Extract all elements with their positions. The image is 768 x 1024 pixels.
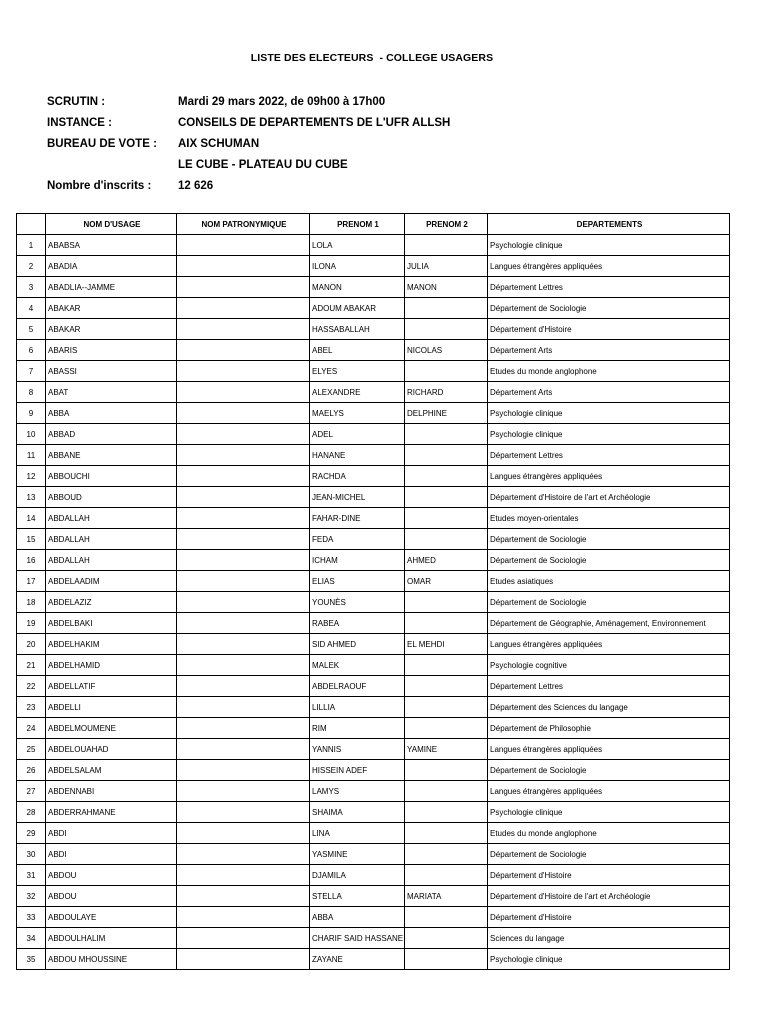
- nom-usage-cell: ABASSI: [46, 361, 177, 382]
- meta-row-location: [47, 154, 450, 175]
- nom-patronymique-cell: [177, 361, 310, 382]
- departement-cell: Psychologie clinique: [488, 403, 730, 424]
- departement-cell: Etudes du monde anglophone: [488, 823, 730, 844]
- row-number: 18: [17, 592, 46, 613]
- departement-cell: Département de Sociologie: [488, 298, 730, 319]
- departement-cell: Langues étrangères appliquées: [488, 781, 730, 802]
- prenom-1-cell: HISSEIN ADEF: [310, 760, 405, 781]
- prenom-1-cell: MAELYS: [310, 403, 405, 424]
- nom-usage-cell: ABAKAR: [46, 298, 177, 319]
- prenom-1-cell: LILLIA: [310, 697, 405, 718]
- row-number: 26: [17, 760, 46, 781]
- meta-label: INSTANCE :: [47, 116, 112, 129]
- prenom-1-cell: MANON: [310, 277, 405, 298]
- row-number: 21: [17, 655, 46, 676]
- prenom-2-cell: YAMINE: [405, 739, 488, 760]
- table-row: [17, 865, 730, 886]
- row-number: 25: [17, 739, 46, 760]
- row-number: 12: [17, 466, 46, 487]
- prenom-2-cell: [405, 697, 488, 718]
- meta-row-inscrits: [47, 175, 450, 196]
- nom-patronymique-cell: [177, 592, 310, 613]
- row-number: 35: [17, 949, 46, 970]
- table-row: [17, 466, 730, 487]
- meta-row-scrutin: [47, 91, 450, 112]
- nom-usage-cell: ABADLIA--JAMME: [46, 277, 177, 298]
- nom-usage-cell: ABDI: [46, 844, 177, 865]
- prenom-1-cell: ZAYANE: [310, 949, 405, 970]
- row-number: 15: [17, 529, 46, 550]
- departement-cell: Sciences du langage: [488, 928, 730, 949]
- row-number: 4: [17, 298, 46, 319]
- departement-cell: Psychologie cognitive: [488, 655, 730, 676]
- departement-cell: Département Lettres: [488, 445, 730, 466]
- departement-cell: Département Arts: [488, 382, 730, 403]
- nom-usage-cell: ABDI: [46, 823, 177, 844]
- nom-usage-cell: ABBANE: [46, 445, 177, 466]
- nom-usage-cell: ABDALLAH: [46, 508, 177, 529]
- row-number: 8: [17, 382, 46, 403]
- nom-patronymique-cell: [177, 487, 310, 508]
- nom-patronymique-cell: [177, 655, 310, 676]
- prenom-1-cell: HASSABALLAH: [310, 319, 405, 340]
- nom-usage-cell: ABDELOUAHAD: [46, 739, 177, 760]
- table-row: [17, 781, 730, 802]
- nom-usage-cell: ABDOULHALIM: [46, 928, 177, 949]
- prenom-1-cell: CHARIF SAID HASSANE: [310, 928, 405, 949]
- meta-row-bureau: [47, 133, 450, 154]
- departement-cell: Département de Géographie, Aménagement, Environnement: [488, 613, 730, 634]
- nom-patronymique-cell: [177, 550, 310, 571]
- nom-usage-cell: ABDENNABI: [46, 781, 177, 802]
- meta-value: AIX SCHUMAN: [178, 137, 260, 150]
- table-row: [17, 529, 730, 550]
- prenom-1-cell: ILONA: [310, 256, 405, 277]
- row-number: 5: [17, 319, 46, 340]
- prenom-2-cell: MANON: [405, 277, 488, 298]
- document-title: LISTE DES ELECTEURS - COLLEGE USAGERS: [250, 52, 494, 64]
- departement-cell: Langues étrangères appliquées: [488, 634, 730, 655]
- prenom-2-cell: [405, 760, 488, 781]
- prenom-1-cell: MALEK: [310, 655, 405, 676]
- departement-cell: Département de Sociologie: [488, 592, 730, 613]
- prenom-2-cell: DELPHINE: [405, 403, 488, 424]
- prenom-1-cell: YOUNÈS: [310, 592, 405, 613]
- prenom-1-cell: ELIAS: [310, 571, 405, 592]
- nom-patronymique-cell: [177, 277, 310, 298]
- nom-usage-cell: ABDALLAH: [46, 529, 177, 550]
- nom-patronymique-cell: [177, 949, 310, 970]
- table-row: [17, 424, 730, 445]
- nom-usage-cell: ABDELHAMID: [46, 655, 177, 676]
- meta-label: SCRUTIN :: [47, 95, 106, 108]
- column-header-prenom-2: PRENOM 2: [405, 214, 488, 235]
- prenom-2-cell: [405, 676, 488, 697]
- table-row: [17, 592, 730, 613]
- prenom-1-cell: ADOUM ABAKAR: [310, 298, 405, 319]
- prenom-2-cell: [405, 361, 488, 382]
- row-number: 1: [17, 235, 46, 256]
- nom-patronymique-cell: [177, 781, 310, 802]
- prenom-2-cell: [405, 529, 488, 550]
- nom-usage-cell: ABDALLAH: [46, 550, 177, 571]
- nom-patronymique-cell: [177, 235, 310, 256]
- departement-cell: Département des Sciences du langage: [488, 697, 730, 718]
- table-row: [17, 718, 730, 739]
- departement-cell: Département Lettres: [488, 676, 730, 697]
- departement-cell: Département Arts: [488, 340, 730, 361]
- table-row: [17, 949, 730, 970]
- column-header-departements: DEPARTEMENTS: [488, 214, 730, 235]
- nom-patronymique-cell: [177, 340, 310, 361]
- prenom-1-cell: SHAIMA: [310, 802, 405, 823]
- departement-cell: Psychologie clinique: [488, 424, 730, 445]
- nom-usage-cell: ABDOULAYE: [46, 907, 177, 928]
- departement-cell: Département d'Histoire: [488, 907, 730, 928]
- nom-patronymique-cell: [177, 739, 310, 760]
- prenom-1-cell: HANANE: [310, 445, 405, 466]
- prenom-2-cell: [405, 466, 488, 487]
- table-row: [17, 340, 730, 361]
- nom-patronymique-cell: [177, 634, 310, 655]
- nom-usage-cell: ABDELBAKI: [46, 613, 177, 634]
- row-number: 27: [17, 781, 46, 802]
- prenom-2-cell: [405, 424, 488, 445]
- table-row: [17, 760, 730, 781]
- prenom-2-cell: [405, 613, 488, 634]
- nom-usage-cell: ABBA: [46, 403, 177, 424]
- nom-patronymique-cell: [177, 508, 310, 529]
- nom-patronymique-cell: [177, 823, 310, 844]
- prenom-1-cell: YANNIS: [310, 739, 405, 760]
- table-row: [17, 613, 730, 634]
- row-number: 23: [17, 697, 46, 718]
- nom-usage-cell: ABAKAR: [46, 319, 177, 340]
- nom-patronymique-cell: [177, 907, 310, 928]
- nom-patronymique-cell: [177, 886, 310, 907]
- meta-label: BUREAU DE VOTE :: [47, 137, 157, 150]
- row-number: 11: [17, 445, 46, 466]
- meta-row-instance: [47, 112, 450, 133]
- nom-patronymique-cell: [177, 865, 310, 886]
- departement-cell: Département Lettres: [488, 277, 730, 298]
- prenom-1-cell: FAHAR-DINE: [310, 508, 405, 529]
- nom-usage-cell: ABABSA: [46, 235, 177, 256]
- prenom-1-cell: JEAN-MICHEL: [310, 487, 405, 508]
- nom-usage-cell: ABBOUD: [46, 487, 177, 508]
- table-row: [17, 739, 730, 760]
- prenom-1-cell: STELLA: [310, 886, 405, 907]
- table-row: [17, 508, 730, 529]
- table-row: [17, 382, 730, 403]
- prenom-1-cell: ICHAM: [310, 550, 405, 571]
- row-number: 6: [17, 340, 46, 361]
- table-row: [17, 886, 730, 907]
- prenom-2-cell: RICHARD: [405, 382, 488, 403]
- departement-cell: Département de Sociologie: [488, 760, 730, 781]
- prenom-1-cell: LINA: [310, 823, 405, 844]
- prenom-2-cell: [405, 592, 488, 613]
- nom-usage-cell: ABDERRAHMANE: [46, 802, 177, 823]
- departement-cell: Département d'Histoire de l'art et Archéologie: [488, 487, 730, 508]
- table-row: [17, 445, 730, 466]
- prenom-2-cell: [405, 907, 488, 928]
- prenom-2-cell: [405, 508, 488, 529]
- row-number: 16: [17, 550, 46, 571]
- nom-patronymique-cell: [177, 403, 310, 424]
- prenom-1-cell: ABDELRAOUF: [310, 676, 405, 697]
- table-row: [17, 361, 730, 382]
- departement-cell: Etudes du monde anglophone: [488, 361, 730, 382]
- row-number: 2: [17, 256, 46, 277]
- row-number: 14: [17, 508, 46, 529]
- prenom-1-cell: ABBA: [310, 907, 405, 928]
- row-number: 32: [17, 886, 46, 907]
- nom-patronymique-cell: [177, 445, 310, 466]
- prenom-2-cell: [405, 949, 488, 970]
- row-number: 19: [17, 613, 46, 634]
- nom-usage-cell: ABARIS: [46, 340, 177, 361]
- prenom-2-cell: [405, 718, 488, 739]
- prenom-2-cell: EL MEHDI: [405, 634, 488, 655]
- table-row: [17, 655, 730, 676]
- departement-cell: Psychologie clinique: [488, 802, 730, 823]
- prenom-1-cell: FEDA: [310, 529, 405, 550]
- table-row: [17, 676, 730, 697]
- prenom-1-cell: ALEXANDRE: [310, 382, 405, 403]
- nom-patronymique-cell: [177, 697, 310, 718]
- prenom-2-cell: [405, 865, 488, 886]
- departement-cell: Département d'Histoire: [488, 865, 730, 886]
- table-row: [17, 823, 730, 844]
- prenom-1-cell: RABEA: [310, 613, 405, 634]
- prenom-2-cell: [405, 781, 488, 802]
- departement-cell: Département de Sociologie: [488, 550, 730, 571]
- prenom-1-cell: ABEL: [310, 340, 405, 361]
- nom-usage-cell: ABDELHAKIM: [46, 634, 177, 655]
- row-number: 29: [17, 823, 46, 844]
- prenom-1-cell: ELYES: [310, 361, 405, 382]
- table-row: [17, 256, 730, 277]
- column-header-prenom-1: PRENOM 1: [310, 214, 405, 235]
- prenom-2-cell: [405, 802, 488, 823]
- row-number: 22: [17, 676, 46, 697]
- table-header-row: [17, 214, 730, 235]
- departement-cell: Langues étrangères appliquées: [488, 739, 730, 760]
- column-header-nom-patronymique: NOM PATRONYMIQUE: [177, 214, 310, 235]
- nom-usage-cell: ABDOU: [46, 886, 177, 907]
- nom-patronymique-cell: [177, 424, 310, 445]
- nom-patronymique-cell: [177, 928, 310, 949]
- nom-patronymique-cell: [177, 298, 310, 319]
- table-row: [17, 634, 730, 655]
- meta-value: 12 626: [178, 179, 214, 192]
- prenom-2-cell: [405, 928, 488, 949]
- meta-value: CONSEILS DE DEPARTEMENTS DE L'UFR ALLSH: [178, 116, 451, 129]
- prenom-2-cell: [405, 655, 488, 676]
- prenom-2-cell: [405, 487, 488, 508]
- prenom-1-cell: LAMYS: [310, 781, 405, 802]
- row-number: 13: [17, 487, 46, 508]
- departement-cell: Etudes asiatiques: [488, 571, 730, 592]
- nom-patronymique-cell: [177, 529, 310, 550]
- prenom-1-cell: ADEL: [310, 424, 405, 445]
- nom-usage-cell: ABBOUCHI: [46, 466, 177, 487]
- nom-usage-cell: ABDOU MHOUSSINE: [46, 949, 177, 970]
- prenom-1-cell: DJAMILA: [310, 865, 405, 886]
- nom-patronymique-cell: [177, 844, 310, 865]
- nom-patronymique-cell: [177, 613, 310, 634]
- nom-patronymique-cell: [177, 676, 310, 697]
- table-row: [17, 277, 730, 298]
- voters-table: [16, 213, 730, 970]
- meta-label: Nombre d'inscrits :: [47, 179, 152, 192]
- nom-usage-cell: ABDELSALAM: [46, 760, 177, 781]
- row-number: 7: [17, 361, 46, 382]
- prenom-1-cell: RIM: [310, 718, 405, 739]
- row-number: 30: [17, 844, 46, 865]
- meta-value: Mardi 29 mars 2022, de 09h00 à 17h00: [178, 95, 386, 108]
- table-row: [17, 487, 730, 508]
- departement-cell: Département de Sociologie: [488, 529, 730, 550]
- row-number: 31: [17, 865, 46, 886]
- row-number: 33: [17, 907, 46, 928]
- nom-usage-cell: ABAT: [46, 382, 177, 403]
- table-row: [17, 844, 730, 865]
- nom-usage-cell: ABADIA: [46, 256, 177, 277]
- departement-cell: Psychologie clinique: [488, 235, 730, 256]
- meta-value: LE CUBE - PLATEAU DU CUBE: [178, 158, 348, 171]
- table-row: [17, 550, 730, 571]
- prenom-2-cell: [405, 298, 488, 319]
- departement-cell: Département d'Histoire de l'art et Archéologie: [488, 886, 730, 907]
- nom-patronymique-cell: [177, 319, 310, 340]
- nom-usage-cell: ABDELMOUMENE: [46, 718, 177, 739]
- row-number: 3: [17, 277, 46, 298]
- column-header-number: [17, 214, 46, 235]
- prenom-2-cell: MARIATA: [405, 886, 488, 907]
- row-number: 20: [17, 634, 46, 655]
- nom-patronymique-cell: [177, 802, 310, 823]
- nom-usage-cell: ABDELAZIZ: [46, 592, 177, 613]
- nom-patronymique-cell: [177, 382, 310, 403]
- row-number: 9: [17, 403, 46, 424]
- prenom-1-cell: SID AHMED: [310, 634, 405, 655]
- departement-cell: Langues étrangères appliquées: [488, 256, 730, 277]
- row-number: 34: [17, 928, 46, 949]
- nom-patronymique-cell: [177, 718, 310, 739]
- table-row: [17, 907, 730, 928]
- prenom-2-cell: [405, 445, 488, 466]
- table-row: [17, 928, 730, 949]
- prenom-2-cell: OMAR: [405, 571, 488, 592]
- table-body: [17, 235, 730, 970]
- departement-cell: Langues étrangères appliquées: [488, 466, 730, 487]
- table-row: [17, 235, 730, 256]
- row-number: 28: [17, 802, 46, 823]
- departement-cell: Etudes moyen-orientales: [488, 508, 730, 529]
- prenom-2-cell: [405, 823, 488, 844]
- prenom-2-cell: AHMED: [405, 550, 488, 571]
- table-row: [17, 697, 730, 718]
- nom-usage-cell: ABDELLATIF: [46, 676, 177, 697]
- nom-patronymique-cell: [177, 571, 310, 592]
- row-number: 17: [17, 571, 46, 592]
- table-row: [17, 571, 730, 592]
- prenom-1-cell: YASMINE: [310, 844, 405, 865]
- table-row: [17, 802, 730, 823]
- table-row: [17, 298, 730, 319]
- prenom-2-cell: JULIA: [405, 256, 488, 277]
- row-number: 10: [17, 424, 46, 445]
- prenom-2-cell: [405, 319, 488, 340]
- departement-cell: Psychologie clinique: [488, 949, 730, 970]
- column-header-nom-usage: NOM D'USAGE: [46, 214, 177, 235]
- prenom-2-cell: [405, 235, 488, 256]
- nom-usage-cell: ABBAD: [46, 424, 177, 445]
- election-info: [47, 91, 450, 196]
- nom-usage-cell: ABDELLI: [46, 697, 177, 718]
- nom-usage-cell: ABDELAADIM: [46, 571, 177, 592]
- nom-patronymique-cell: [177, 760, 310, 781]
- nom-usage-cell: ABDOU: [46, 865, 177, 886]
- row-number: 24: [17, 718, 46, 739]
- nom-patronymique-cell: [177, 256, 310, 277]
- departement-cell: Département d'Histoire: [488, 319, 730, 340]
- prenom-2-cell: NICOLAS: [405, 340, 488, 361]
- table-row: [17, 403, 730, 424]
- prenom-1-cell: LOLA: [310, 235, 405, 256]
- table-row: [17, 319, 730, 340]
- departement-cell: Département de Philosophie: [488, 718, 730, 739]
- prenom-2-cell: [405, 844, 488, 865]
- departement-cell: Département de Sociologie: [488, 844, 730, 865]
- prenom-1-cell: RACHDA: [310, 466, 405, 487]
- nom-patronymique-cell: [177, 466, 310, 487]
